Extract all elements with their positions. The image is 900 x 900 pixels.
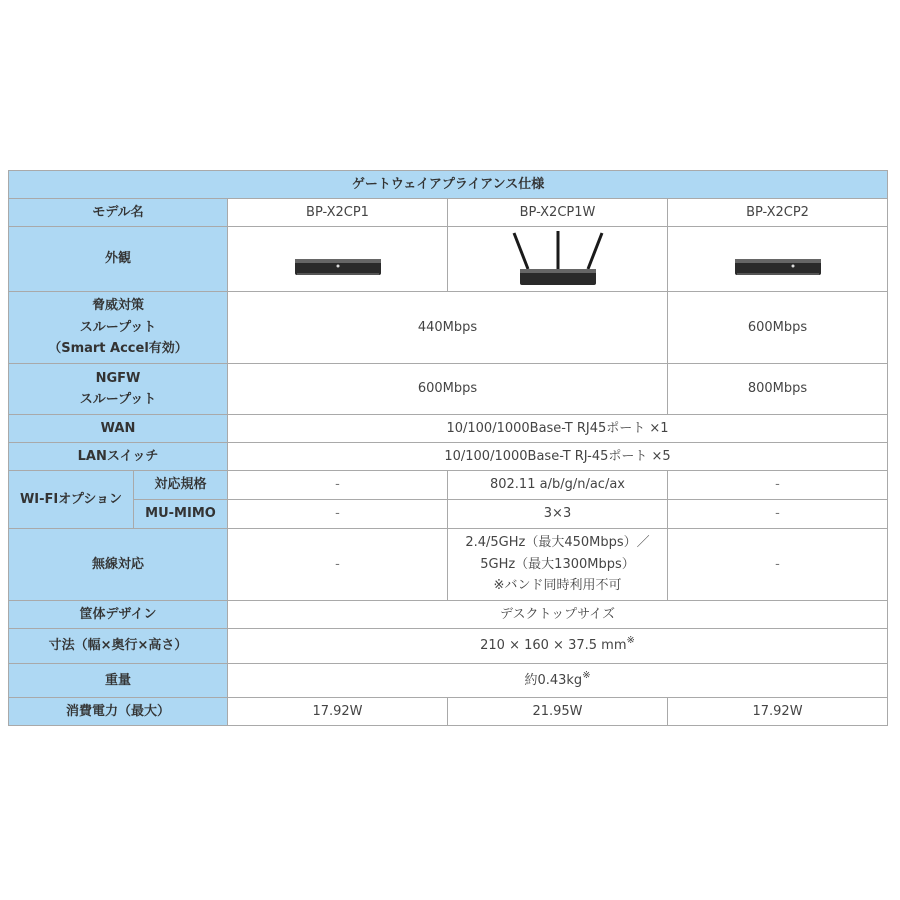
- wifi-mumimo-label: MU-MIMO: [134, 500, 228, 529]
- wireless-line3: ※バンド同時利用不可: [493, 578, 622, 594]
- wireless-value-3: -: [668, 529, 888, 601]
- model-1: BP-X2CP1: [228, 199, 448, 227]
- dimensions-value: 210 × 160 × 37.5 mm: [480, 638, 627, 654]
- chassis-value: デスクトップサイズ: [228, 601, 888, 629]
- spec-table: [8, 170, 888, 726]
- wan-value: 10/100/1000Base-T RJ45ポート ×1: [228, 415, 888, 443]
- wifi-label: WI-FIオプション: [9, 471, 134, 529]
- appearance-row: [9, 227, 888, 292]
- threat-label: [9, 292, 228, 364]
- chassis-label: 筐体デザイン: [9, 601, 228, 629]
- lan-label: LANスイッチ: [9, 443, 228, 471]
- threat-row: [9, 292, 888, 364]
- appearance-label: 外観: [9, 227, 228, 292]
- router-device-icon: [293, 239, 383, 279]
- dimensions-cell: [228, 629, 888, 664]
- model-row: [9, 199, 888, 227]
- threat-label-line2: スループット: [79, 319, 157, 335]
- threat-label-line3: （Smart Accel有効）: [48, 341, 188, 357]
- model-3: BP-X2CP2: [668, 199, 888, 227]
- model-label: モデル名: [9, 199, 228, 227]
- ngfw-value-1: 600Mbps: [228, 364, 668, 415]
- chassis-row: [9, 601, 888, 629]
- model-2: BP-X2CP1W: [448, 199, 668, 227]
- ngfw-value-2: 800Mbps: [668, 364, 888, 415]
- dimensions-label: 寸法（幅×奥行×高さ）: [9, 629, 228, 664]
- weight-cell: [228, 664, 888, 698]
- wireless-line1: 2.4/5GHz（最大450Mbps）／: [465, 535, 650, 551]
- power-1: 17.92W: [228, 698, 448, 726]
- wifi-mumimo-row: [9, 500, 888, 529]
- router-antenna-device-icon: [508, 229, 608, 289]
- device-image-2: [448, 227, 668, 292]
- table-title: ゲートウェイアプライアンス仕様: [9, 171, 888, 199]
- device-image-3: [668, 227, 888, 292]
- power-2: 21.95W: [448, 698, 668, 726]
- wifi-mumimo-3: -: [668, 500, 888, 529]
- power-row: [9, 698, 888, 726]
- threat-value-2: 600Mbps: [668, 292, 888, 364]
- wireless-label: 無線対応: [9, 529, 228, 601]
- power-label: 消費電力（最大）: [9, 698, 228, 726]
- wifi-standard-1: -: [228, 471, 448, 500]
- weight-label: 重量: [9, 664, 228, 698]
- power-3: 17.92W: [668, 698, 888, 726]
- threat-value-1: 440Mbps: [228, 292, 668, 364]
- weight-value: 約0.43kg: [524, 672, 583, 688]
- wireless-line2: 5GHz（最大1300Mbps）: [480, 556, 635, 572]
- weight-row: [9, 664, 888, 698]
- wifi-standard-2: 802.11 a/b/g/n/ac/ax: [448, 471, 668, 500]
- wireless-row: [9, 529, 888, 601]
- threat-label-line1: 脅威対策: [91, 298, 144, 314]
- title-row: [9, 171, 888, 199]
- wireless-value-1: -: [228, 529, 448, 601]
- wifi-mumimo-1: -: [228, 500, 448, 529]
- device-image-1: [228, 227, 448, 292]
- wifi-mumimo-2: 3×3: [448, 500, 668, 529]
- weight-note-mark: ※: [582, 669, 591, 681]
- dimensions-row: [9, 629, 888, 664]
- wireless-value-2: [448, 529, 668, 601]
- lan-row: [9, 443, 888, 471]
- wan-label: WAN: [9, 415, 228, 443]
- dimensions-note-mark: ※: [626, 635, 635, 647]
- ngfw-row: [9, 364, 888, 415]
- lan-value: 10/100/1000Base-T RJ-45ポート ×5: [228, 443, 888, 471]
- wifi-standard-label: 対応規格: [134, 471, 228, 500]
- ngfw-label: [9, 364, 228, 415]
- ngfw-label-line1: NGFW: [95, 370, 141, 386]
- wifi-standard-3: -: [668, 471, 888, 500]
- ngfw-label-line2: スループット: [79, 392, 157, 407]
- wifi-standard-row: [9, 471, 888, 500]
- wan-row: [9, 415, 888, 443]
- router-device-icon: [733, 239, 823, 279]
